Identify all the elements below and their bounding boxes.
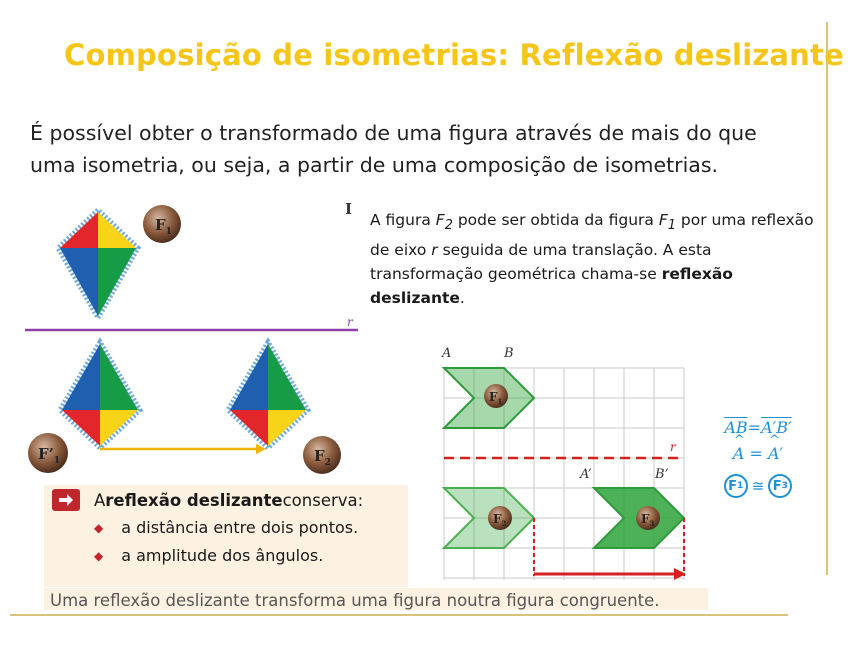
f1-prime-label: $F’_1$ [38, 445, 61, 466]
list-item: ◆ a distância entre dois pontos. [94, 518, 359, 537]
kite-f1-prime [60, 342, 140, 448]
kites-illustration [0, 196, 370, 486]
shape-f2-label: $F_2$ [493, 512, 507, 528]
explanation-paragraph: A figura $F_2$ pode ser obtida da figura $F_1$ por uma reflexão de eixo r seguida de uma translação. A esta transformação geométrica chama-se reflexão deslizante. [370, 211, 814, 308]
arrow-right-icon [52, 489, 80, 511]
intro-paragraph: É possível obter o transformado de uma figura através de mais do que uma isometria, ou seja, a partir de uma composição de isometrias. [30, 121, 757, 177]
kite-f1 [58, 210, 138, 318]
explanation-text: pode ser obtida da figura [452, 211, 659, 229]
page-title: Composição de isometrias: Reflexão deslizante [64, 38, 844, 72]
figure-congruence: F 1 ≅ F 3 [708, 474, 808, 498]
label-b-prime: B’ [655, 467, 669, 482]
grid-axis-r-label: r [670, 440, 676, 454]
explanation-text: por uma reflexão de eixo [370, 211, 814, 260]
shape-f1-label: $F_1$ [489, 390, 503, 406]
congruence-notes [708, 418, 808, 498]
conserva-box [44, 485, 408, 587]
right-rule [826, 22, 828, 575]
label-a: A [442, 346, 452, 361]
shape-f3-label: $F_3$ [641, 512, 655, 528]
explanation-text: A figura [370, 211, 436, 229]
kite-f2 [228, 342, 308, 448]
grid-illustration [430, 340, 700, 590]
segment-equality: $\overline{AB}=A'B'$ [724, 418, 792, 437]
label-a-prime: A’ [580, 467, 592, 482]
f2-label: $F_2$ [314, 447, 331, 468]
f1-label: $F_1$ [155, 216, 172, 237]
fig-f1-ref: $F_1$ [658, 211, 676, 234]
explanation-text: seguida de uma translação. A esta transformação geométrica chama-se [370, 241, 712, 284]
diamond-bullet-icon: ◆ [94, 520, 104, 535]
list-item: ◆ a amplitude dos ângulos. [94, 546, 324, 565]
angle-equality: ^ A = ^ A′ [708, 444, 808, 474]
label-b: B [504, 346, 514, 361]
figure-number-label: I [345, 200, 353, 218]
conserva-heading: A reflexão deslizante conserva: [52, 489, 363, 511]
footer-statement: Uma reflexão deslizante transforma uma figura noutra figura congruente. [50, 591, 660, 610]
fig-f2-ref: $F_2$ [435, 211, 453, 234]
axis-ref: r [431, 241, 438, 260]
bottom-rule [10, 614, 788, 616]
axis-r-label: r [347, 315, 353, 329]
term-highlight: reflexão deslizante [370, 265, 733, 308]
f3-circle: F 3 [768, 474, 792, 498]
f1-circle: F 1 [724, 474, 748, 498]
diamond-bullet-icon: ◆ [94, 548, 104, 563]
